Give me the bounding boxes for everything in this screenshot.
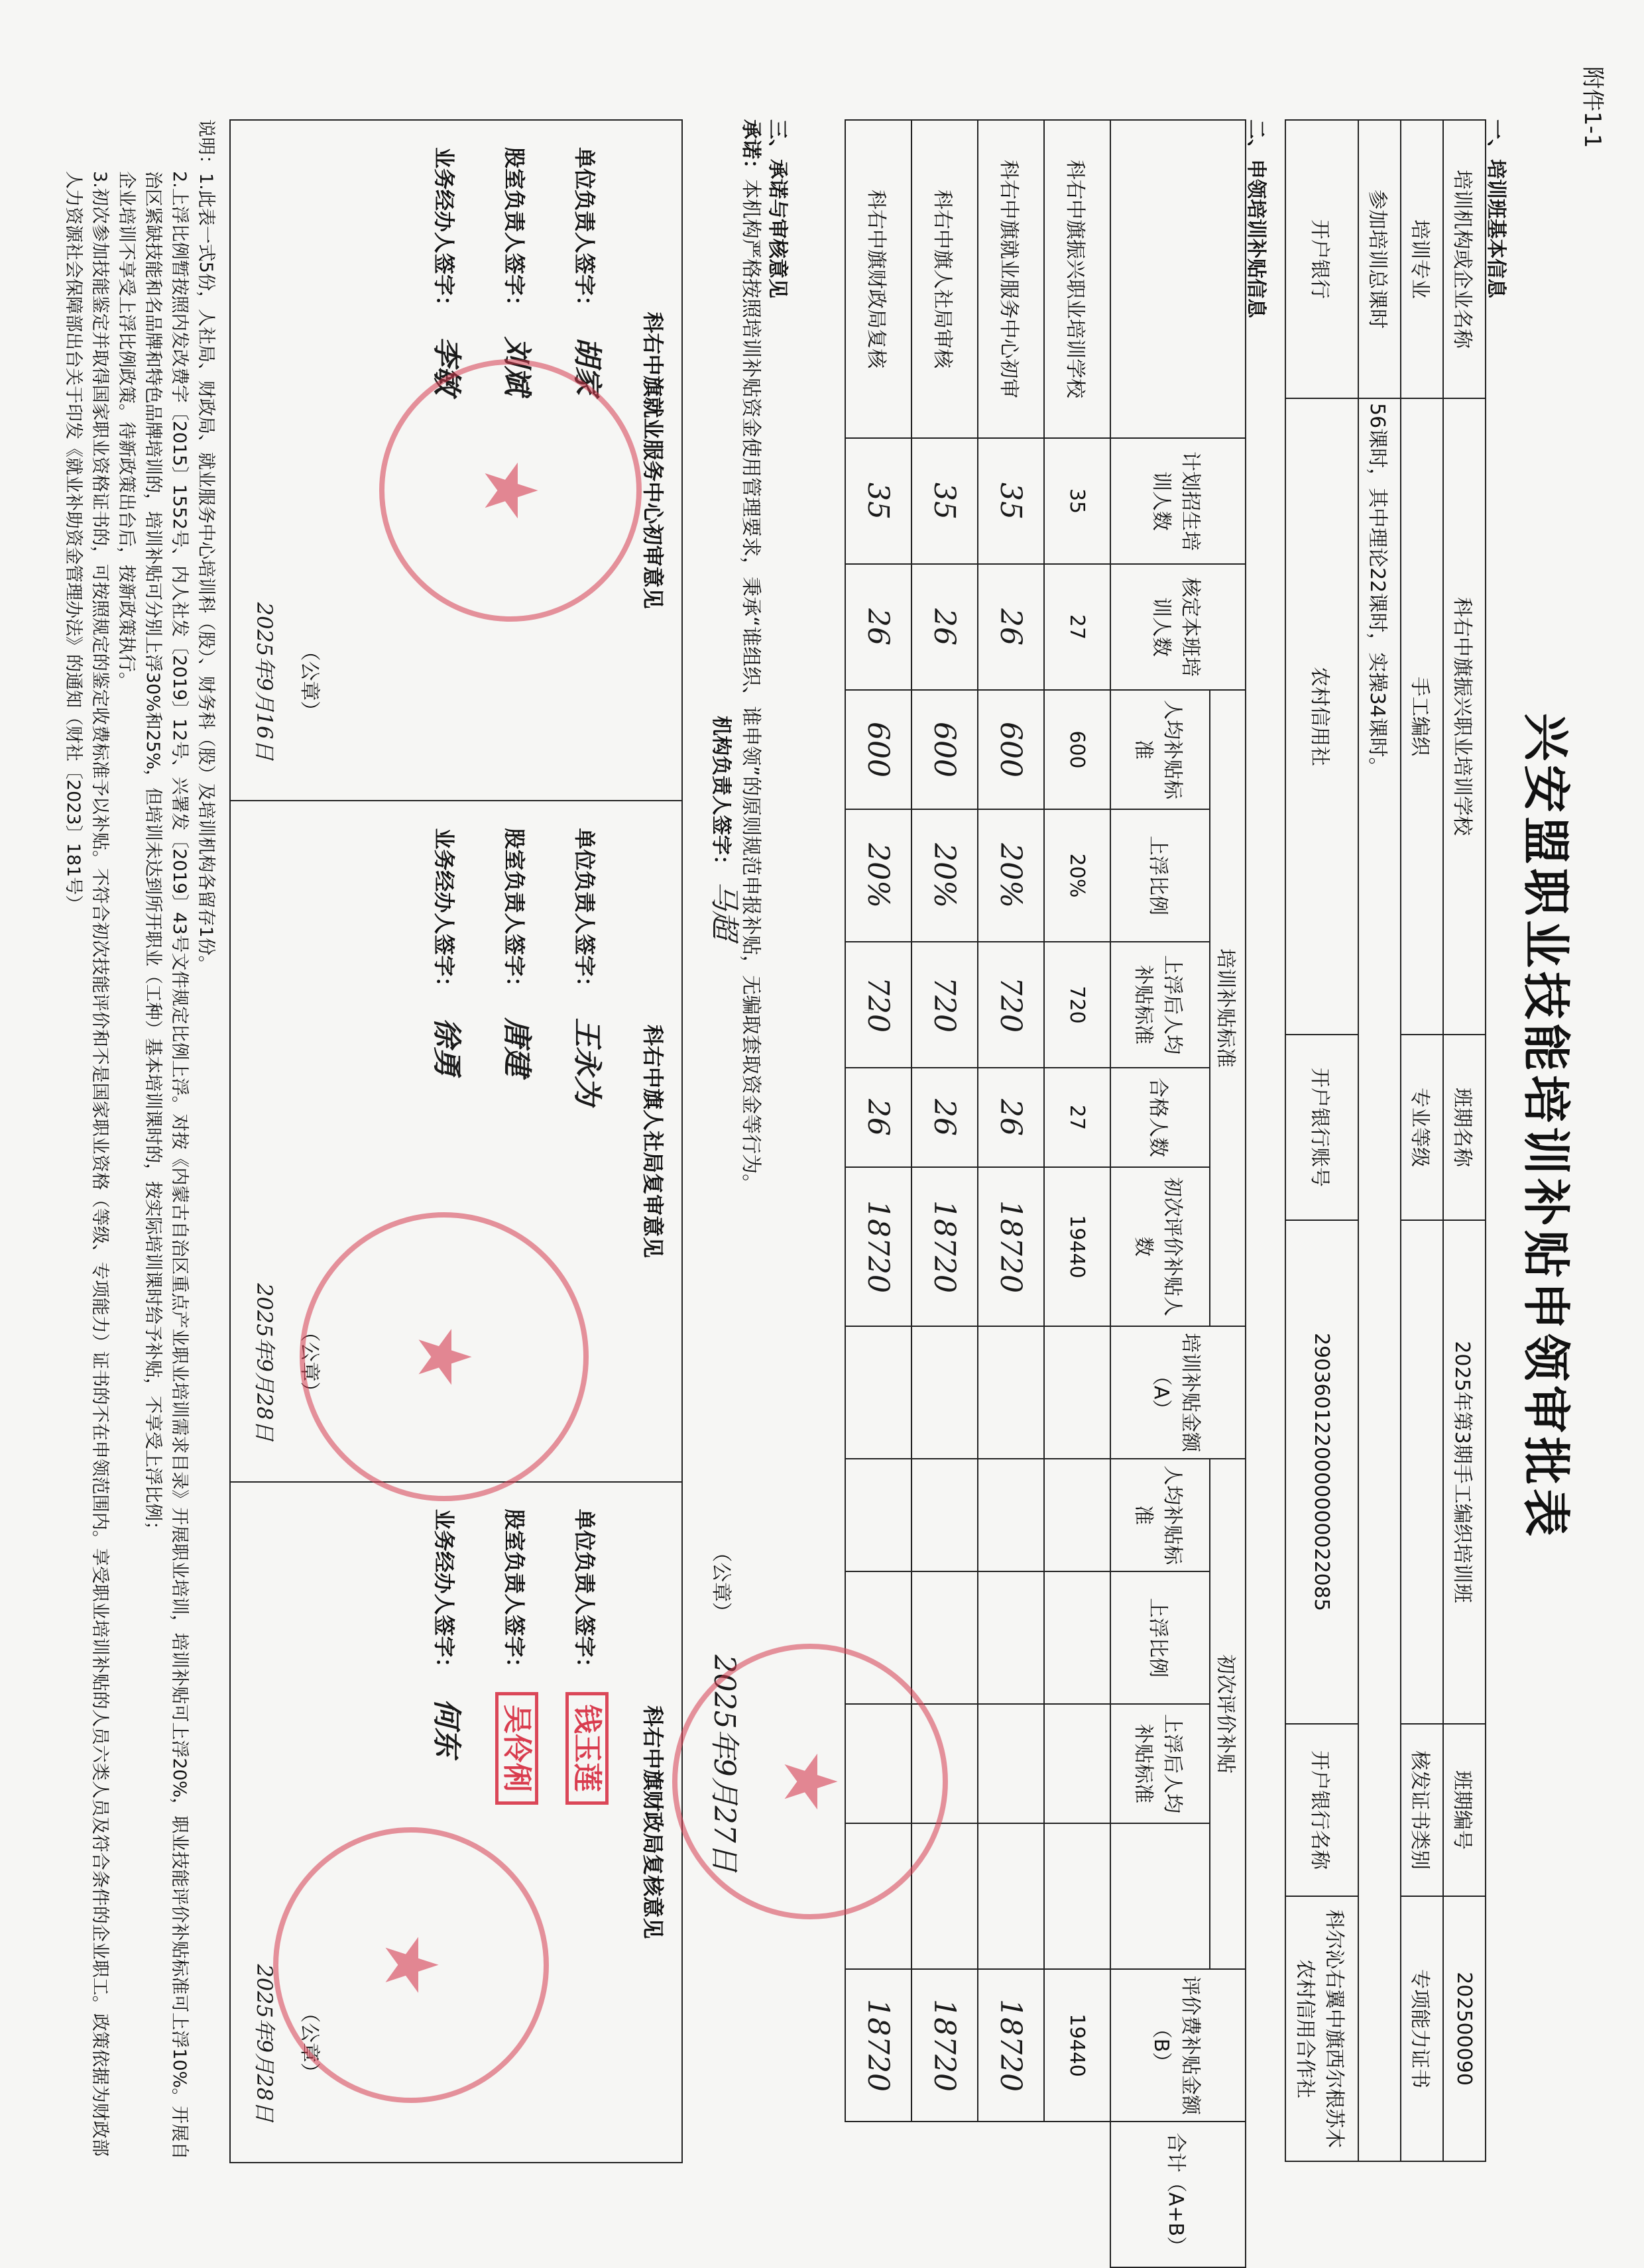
cert-value: 专项能力证书 xyxy=(1401,1896,1443,2161)
major-label: 培训专业 xyxy=(1401,120,1443,398)
table-cell: 26 xyxy=(978,564,1044,690)
head-sign-label: 机构负责人签字： xyxy=(709,716,733,875)
unit-sign-label: 单位负责人签字： xyxy=(572,828,597,998)
table-cell xyxy=(911,1326,978,1459)
table-cell: 26 xyxy=(911,564,978,690)
dept-sign-label: 股室负责人签字： xyxy=(502,828,527,998)
table-cell xyxy=(1044,1326,1110,1459)
review-date: 2025年9月28日 xyxy=(252,1283,277,1442)
col-header: 培训补贴金额（A） xyxy=(1110,1326,1246,1459)
promise-label: 承诺： xyxy=(739,119,762,179)
review-title: 科右中旗就业服务中心初审意见 xyxy=(640,312,666,609)
col-header: 人均补贴标准 xyxy=(1110,690,1210,809)
basic-info-table xyxy=(1285,119,1486,2162)
account-value: 2903601220000000022085 xyxy=(1285,1220,1358,1724)
review-date: 2025年9月16日 xyxy=(252,602,277,761)
signature: 何东 xyxy=(430,1698,463,1757)
table-cell: 26 xyxy=(911,1068,978,1167)
head-signature: 马超 xyxy=(707,881,741,940)
col-header: 核定本班培训人数 xyxy=(1110,564,1246,690)
hours-value: 56课时，其中理论22课时，实操34课时。 xyxy=(1358,398,1401,2161)
school-date: 2025年9月27日 xyxy=(707,1654,741,1872)
section3-heading: 三、承诺与审核意见 xyxy=(766,119,789,298)
table-cell: 20% xyxy=(845,809,911,942)
promise-text: 本机构严格按照培训补贴资金使用管理要求，秉承“谁组织、谁申领”的原则规范申报补贴，无骗取套取资金等行为。 xyxy=(739,179,762,1194)
school-official-seal: ★ xyxy=(672,1644,948,1919)
seal-label: （公章） xyxy=(298,1322,321,1402)
bank-name-label: 开户银行名称 xyxy=(1285,1724,1358,1896)
school-seal-label: （公章） xyxy=(709,1542,733,1622)
bank-value: 农村信用社 xyxy=(1285,398,1358,1035)
official-seal: ★ xyxy=(379,359,642,622)
signature: 王永为 xyxy=(570,1017,604,1106)
table-cell: 26 xyxy=(845,1068,911,1167)
attachment-label: 附件1-1 xyxy=(1579,66,1606,148)
form-page xyxy=(46,66,1611,2257)
table-cell xyxy=(1044,1704,1110,1823)
table-cell: 35 xyxy=(978,438,1044,564)
table-cell: 18720 xyxy=(845,1167,911,1326)
account-label: 开户银行账号 xyxy=(1285,1035,1358,1220)
table-cell xyxy=(845,1459,911,1571)
col-header: 初次评价补贴人数 xyxy=(1110,1167,1210,1326)
col-header: 上浮后人均补贴标准 xyxy=(1110,942,1210,1068)
dept-sign-label: 股室负责人签字： xyxy=(502,1508,527,1679)
org-label: 培训机构或企业名称 xyxy=(1443,120,1486,398)
eval-subsidy-group: 初次评价补贴 xyxy=(1210,1459,1246,1969)
class-name-label: 班期名称 xyxy=(1443,1035,1486,1220)
table-cell: 600 xyxy=(978,690,1044,809)
review-employment-center xyxy=(231,121,681,801)
table-cell: 600 xyxy=(845,690,911,809)
signature: 徐勇 xyxy=(430,1017,463,1076)
table-cell: 18720 xyxy=(978,1969,1044,2122)
name-stamp: 吴伶俐 xyxy=(495,1692,538,1805)
table-row xyxy=(978,120,1044,2267)
table-cell xyxy=(911,1459,978,1571)
notes xyxy=(60,119,219,2161)
dept-sign-label: 股室负责人签字： xyxy=(502,147,527,317)
clerk-sign-label: 业务经办人签字： xyxy=(432,1508,457,1679)
col-header: 人均补贴标准 xyxy=(1110,1459,1210,1571)
table-row xyxy=(911,120,978,2267)
table-cell xyxy=(1044,1571,1110,1704)
signature: 胡家 xyxy=(570,337,604,396)
org-value: 科右中旗振兴职业培训学校 xyxy=(1443,398,1486,1035)
table-cell: 20% xyxy=(1044,809,1110,942)
table-cell: 600 xyxy=(911,690,978,809)
table-cell: 720 xyxy=(1044,942,1110,1068)
row-label: 科右中旗振兴职业培训学校 xyxy=(1044,120,1110,438)
subsidy-table xyxy=(845,119,1246,2268)
col-header: 合计（A+B） xyxy=(1110,2122,1246,2267)
name-stamp: 钱玉莲 xyxy=(565,1692,609,1805)
table-cell xyxy=(1044,1459,1110,1571)
row-label: 科右中旗人社局审核 xyxy=(911,120,978,438)
table-cell: 27 xyxy=(1044,1068,1110,1167)
table-cell: 720 xyxy=(845,942,911,1068)
col-header: 上浮比例 xyxy=(1110,809,1210,942)
table-cell xyxy=(978,1326,1044,1459)
hours-label: 参加培训总课时 xyxy=(1358,120,1401,398)
section2-heading: 二、申领培训补贴信息 xyxy=(1244,119,1267,318)
row-label: 科右中旗就业服务中心初审 xyxy=(978,120,1044,438)
table-cell: 18720 xyxy=(978,1167,1044,1326)
class-no-value: 202500090 xyxy=(1443,1896,1486,2161)
col-header: 计划招生培训人数 xyxy=(1110,438,1246,564)
unit-sign-label: 单位负责人签字： xyxy=(572,147,597,317)
table-cell: 26 xyxy=(978,1068,1044,1167)
table-cell xyxy=(1044,1823,1110,1969)
training-subsidy-group: 培训补贴标准 xyxy=(1210,690,1246,1326)
table-cell: 20% xyxy=(911,809,978,942)
col-header: 评价费补贴金额（B） xyxy=(1110,1969,1246,2122)
row-label-header xyxy=(1110,120,1246,438)
row-label: 科右中旗财政局复核 xyxy=(845,120,911,438)
table-cell: 18720 xyxy=(845,1969,911,2122)
class-name-value: 2025年第3期手工编织培训班 xyxy=(1443,1220,1486,1724)
official-seal: ★ xyxy=(300,1212,589,1501)
seal-label: （公章） xyxy=(298,641,321,721)
class-no-label: 班期编号 xyxy=(1443,1724,1486,1896)
note-line: 3.初次参加技能鉴定并取得国家职业资格证书的，可按照规定的鉴定收费标准予以补贴。不符合初次技能评价和不是国家职业资格（等级、专项能力）证书的不在申领范围内。享受职业培训补贴的人员六类人员及符合条件的企业职工。政策依据为财政部人力资源社会保障部出台关于印发《就业补助资金管理办法》的通知（财社〔2023〕181号） xyxy=(63,171,110,2157)
unit-sign-label: 单位负责人签字： xyxy=(572,1508,597,1679)
signature: 唐建 xyxy=(500,1017,534,1076)
major-value: 手工编织 xyxy=(1401,398,1443,1035)
bank-name-value: 科尔沁右翼中旗西尔根苏木农村信用合作社 xyxy=(1285,1896,1358,2161)
page-title: 兴安盟职业技能培训补贴申领审批表 xyxy=(1518,712,1574,1540)
review-title: 科右中旗人社局复审意见 xyxy=(640,1024,666,1258)
table-cell xyxy=(978,1823,1044,1969)
table-cell: 19440 xyxy=(1044,1167,1110,1326)
table-cell xyxy=(978,1459,1044,1571)
table-cell: 720 xyxy=(978,942,1044,1068)
note-line: 企业培训不享受上浮比例政策。待新政策出台后，按新政策执行。 xyxy=(116,171,137,690)
signature: 李敏 xyxy=(430,337,463,396)
note-line: 2.上浮比例暂按照内发改费字〔2015〕1552号、内人社发〔2019〕12号、兴署发〔2019〕43号文件规定比例上浮。对按《内蒙古自治区重点产业职业培训需求目录》开展职业培训，培训补贴可上浮20%，职业技能评价补贴标准可上浮10%。开展自治区紧缺技能和名品牌和特色品牌培训的，培训补贴可分别上浮30%和25%，但培训未达到所开职业（工种）基本培训课时的，按实际培训课时给予补贴，不享受上浮比例； xyxy=(143,171,190,2160)
table-cell: 35 xyxy=(845,438,911,564)
level-label: 专业等级 xyxy=(1401,1035,1443,1220)
official-seal: ★ xyxy=(273,1827,549,2103)
table-cell: 19440 xyxy=(1044,1969,1110,2122)
table-cell: 720 xyxy=(911,942,978,1068)
table-cell xyxy=(911,1571,978,1704)
table-row xyxy=(845,120,911,2267)
seal-label: （公章） xyxy=(298,2002,321,2082)
review-signatures xyxy=(229,119,683,2163)
table-cell: 18720 xyxy=(911,1969,978,2122)
section1-heading: 一、培训班基本信息 xyxy=(1484,119,1507,298)
unit-sign-line xyxy=(569,1509,611,2135)
table-cell xyxy=(978,1704,1044,1823)
review-hr-bureau xyxy=(231,801,681,1482)
table-cell: 35 xyxy=(1044,438,1110,564)
review-finance-bureau xyxy=(231,1483,681,2162)
table-cell: 27 xyxy=(1044,564,1110,690)
table-cell xyxy=(845,1326,911,1459)
table-cell: 20% xyxy=(978,809,1044,942)
table-cell: 26 xyxy=(845,564,911,690)
bank-label: 开户银行 xyxy=(1285,120,1358,398)
review-title: 科右中旗财政局复核意见 xyxy=(640,1705,666,1939)
note-line: 说明：1.此表一式5份，人社局、财政局、就业服务中心培训科（股）、财务科（股）及培训机构各留存1份。 xyxy=(196,119,216,974)
col-header: 合格人数 xyxy=(1110,1068,1210,1167)
cert-label: 核发证书类别 xyxy=(1401,1724,1443,1896)
table-row xyxy=(1044,120,1110,2267)
col-header: 上浮后人均补贴标准 xyxy=(1110,1704,1210,1823)
clerk-sign-label: 业务经办人签字： xyxy=(432,828,457,998)
table-cell: 600 xyxy=(1044,690,1110,809)
table-cell: 35 xyxy=(911,438,978,564)
level-value xyxy=(1401,1220,1443,1724)
clerk-sign-label: 业务经办人签字： xyxy=(432,147,457,317)
table-cell: 18720 xyxy=(911,1167,978,1326)
col-header: 上浮比例 xyxy=(1110,1571,1210,1704)
table-cell xyxy=(978,1571,1044,1704)
review-date: 2025年9月28日 xyxy=(252,1964,277,2122)
signature: 刘斌 xyxy=(500,337,534,396)
